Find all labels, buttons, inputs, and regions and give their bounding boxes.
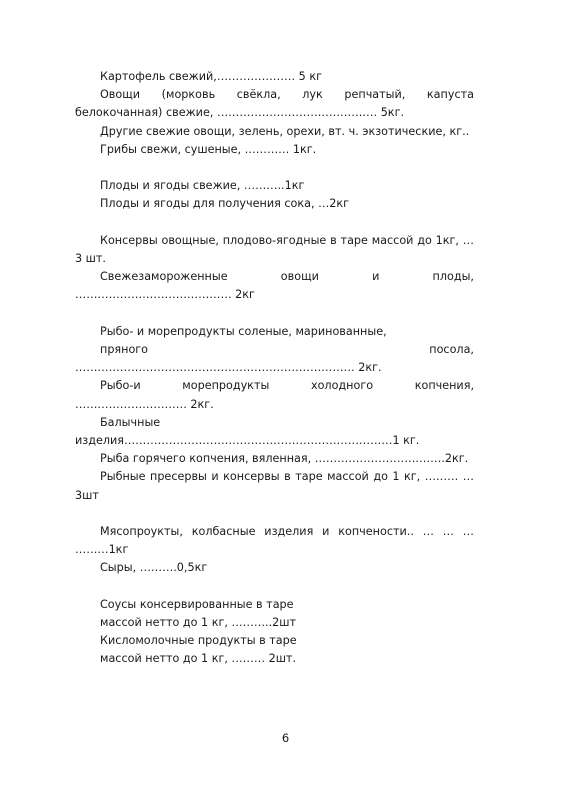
item-other-vegetables: Другие свежие овощи, зелень, орехи, вт. ч. экзотические, кг.. — [100, 124, 470, 138]
page-number: 6 — [281, 731, 290, 745]
item-potatoes: Картофель свежий,………………… 5 кг — [100, 70, 322, 83]
item-vegetables: Овощи (морковь свёкла, лук репчатый, капуста белокочанная) свежие, ………………………………….… 5кг. — [75, 88, 474, 120]
item-hot-smoked-fish: Рыба горячего копчения, вяленная, ……………………….…….2кг. — [100, 452, 469, 466]
item-dairy-line1: Кисломолочные продукты в таре — [100, 634, 297, 648]
item-salted-seafood-line1: Рыбо- и морепродукты соленые, маринованные, — [100, 324, 387, 338]
item-meat-products: Мясопроукты, колбасные изделия и копчености.. … … … ………1кг — [75, 525, 474, 557]
item-sauces-line1: Соусы консервированные в таре — [100, 597, 294, 611]
spacer — [75, 505, 474, 523]
document-body — [75, 68, 474, 669]
item-fruits-berries: Плоды и ягоды свежие, ………..1кг — [100, 179, 305, 193]
item-dairy-line2: массой нетто до 1 кг, ……… 2шт. — [100, 652, 297, 666]
spacer — [75, 305, 474, 323]
item-balyk: Балычные изделия………………………………………………………………1 кг. — [75, 415, 420, 448]
item-cheese: Сыры, ……….0,5кг — [100, 561, 208, 575]
item-cold-smoked-seafood: Рыбо-и морепродукты холодного копчения, ………………………… 2кг. — [75, 379, 474, 411]
item-mushrooms: Грибы свежи, сушеные, ………… 1кг. — [100, 142, 317, 156]
item-frozen-vegetables: Свежезамороженные овощи и плоды, …………………………………… 2кг — [75, 270, 474, 302]
item-canned-vegetables: Консервы овощные, плодово-ягодные в таре массой до 1кг, …3 шт. — [75, 233, 474, 265]
spacer — [75, 214, 474, 232]
item-salted-seafood-line2: пряного посола, ………………………………………………………………… 2кг. — [75, 343, 474, 375]
item-fish-preserves: Рыбные пресервы и консервы в таре массой до 1 кг, ……… … 3шт — [75, 470, 474, 502]
spacer — [75, 578, 474, 596]
item-fruits-for-juice: Плоды и ягоды для получения сока, …2кг — [100, 197, 350, 211]
item-sauces-line2: массой нетто до 1 кг, ………..2шт — [100, 616, 297, 630]
spacer — [75, 159, 474, 177]
